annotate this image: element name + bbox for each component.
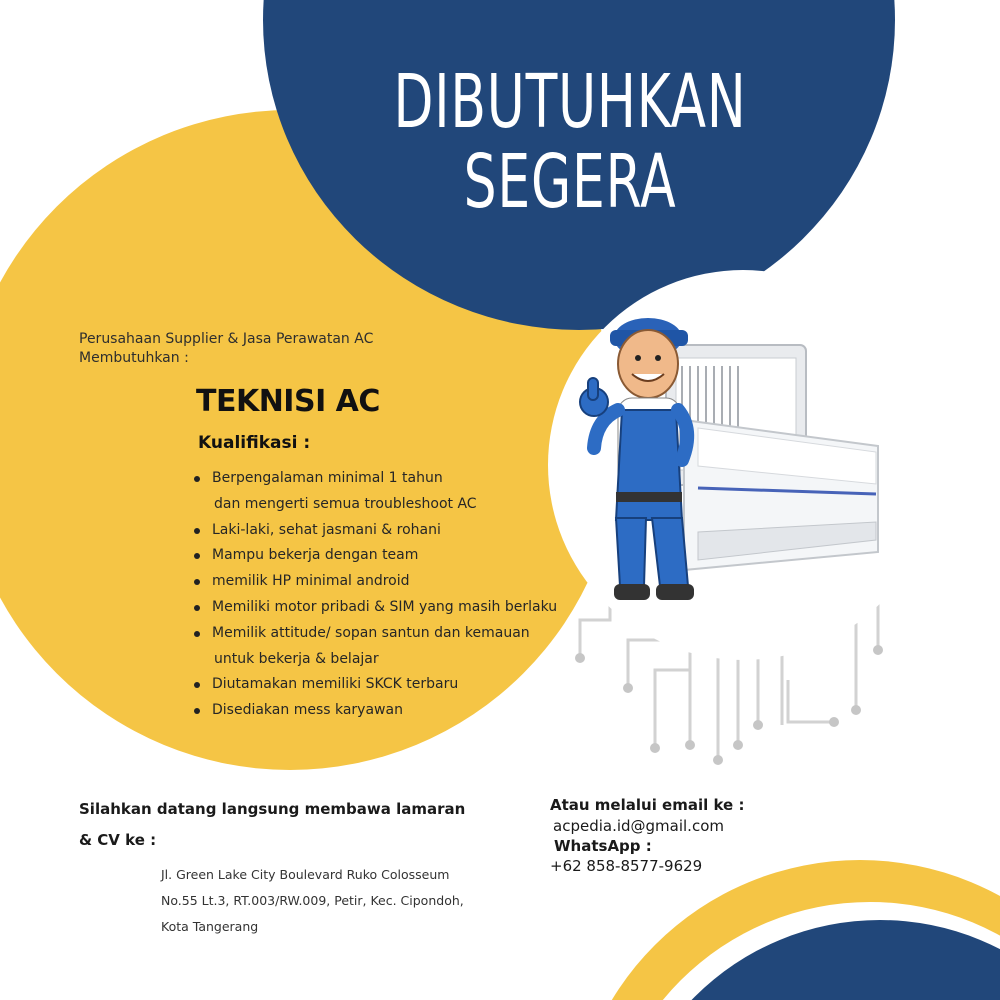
list-item (193, 672, 557, 698)
bullet-icon (194, 605, 200, 611)
qualification-text: Disediakan mess karyawan (212, 702, 403, 719)
whatsapp-label: WhatsApp : (554, 837, 652, 855)
list-item (193, 543, 557, 569)
visit-instruction (79, 794, 509, 856)
headline (383, 59, 757, 225)
visit-line-2: & CV ke : (79, 831, 157, 849)
qualification-text: Laki-laki, sehat jasmani & rohani (212, 521, 441, 538)
bullet-icon (194, 553, 200, 559)
address (161, 862, 521, 940)
intro-text (79, 330, 373, 368)
list-item (193, 518, 557, 544)
bullet-icon (194, 528, 200, 534)
address-line-2: No.55 Lt.3, RT.003/RW.009, Petir, Kec. Cipondoh, (161, 893, 464, 908)
list-item (193, 595, 557, 621)
list-item (193, 569, 557, 595)
air-conditioner-icon (684, 420, 878, 570)
technician-ac-illustration (548, 270, 938, 660)
qualification-continuation: untuk bekerja & belajar (214, 650, 379, 667)
photo-circle (548, 270, 938, 660)
bottom-arc-decoration (560, 860, 1000, 1000)
headline-line-1: DIBUTUHKAN (393, 59, 747, 145)
qualifications-list (193, 466, 557, 724)
headline-line-2: SEGERA (463, 139, 677, 225)
technician-icon (580, 318, 694, 600)
intro-line-2: Membutuhkan : (79, 350, 189, 366)
address-line-3: Kota Tangerang (161, 919, 259, 934)
qualification-text: Mampu bekerja dengan team (212, 547, 419, 564)
qualification-continuation: dan mengerti semua troubleshoot AC (214, 495, 477, 512)
bullet-icon (194, 631, 200, 637)
email-address[interactable]: acpedia.id@gmail.com (553, 817, 724, 835)
job-title: TEKNISI AC (196, 384, 380, 419)
visit-line-1: Silahkan datang langsung membawa lamaran (79, 800, 466, 818)
bullet-icon (194, 682, 200, 688)
list-item (193, 621, 557, 673)
intro-line-1: Perusahaan Supplier & Jasa Perawatan AC (79, 331, 374, 347)
email-label: Atau melalui email ke : (550, 796, 745, 814)
qualification-text: Berpengalaman minimal 1 tahun (212, 470, 443, 486)
qualifications-label: Kualifikasi : (198, 433, 311, 453)
qualification-text: Memiliki motor pribadi & SIM yang masih berlaku (212, 598, 558, 615)
qualification-text: Diutamakan memiliki SKCK terbaru (212, 676, 459, 693)
qualification-text: Memilik attitude/ sopan santun dan kemauan (212, 624, 530, 641)
bullet-icon (194, 579, 200, 585)
bullet-icon (194, 476, 200, 482)
address-line-1: Jl. Green Lake City Boulevard Ruko Colosseum (161, 867, 450, 882)
qualification-text: memilik HP minimal android (212, 573, 410, 590)
list-item (193, 466, 557, 518)
bullet-icon (194, 708, 200, 714)
list-item (193, 698, 557, 724)
whatsapp-number[interactable]: +62 858-8577-9629 (550, 857, 703, 875)
